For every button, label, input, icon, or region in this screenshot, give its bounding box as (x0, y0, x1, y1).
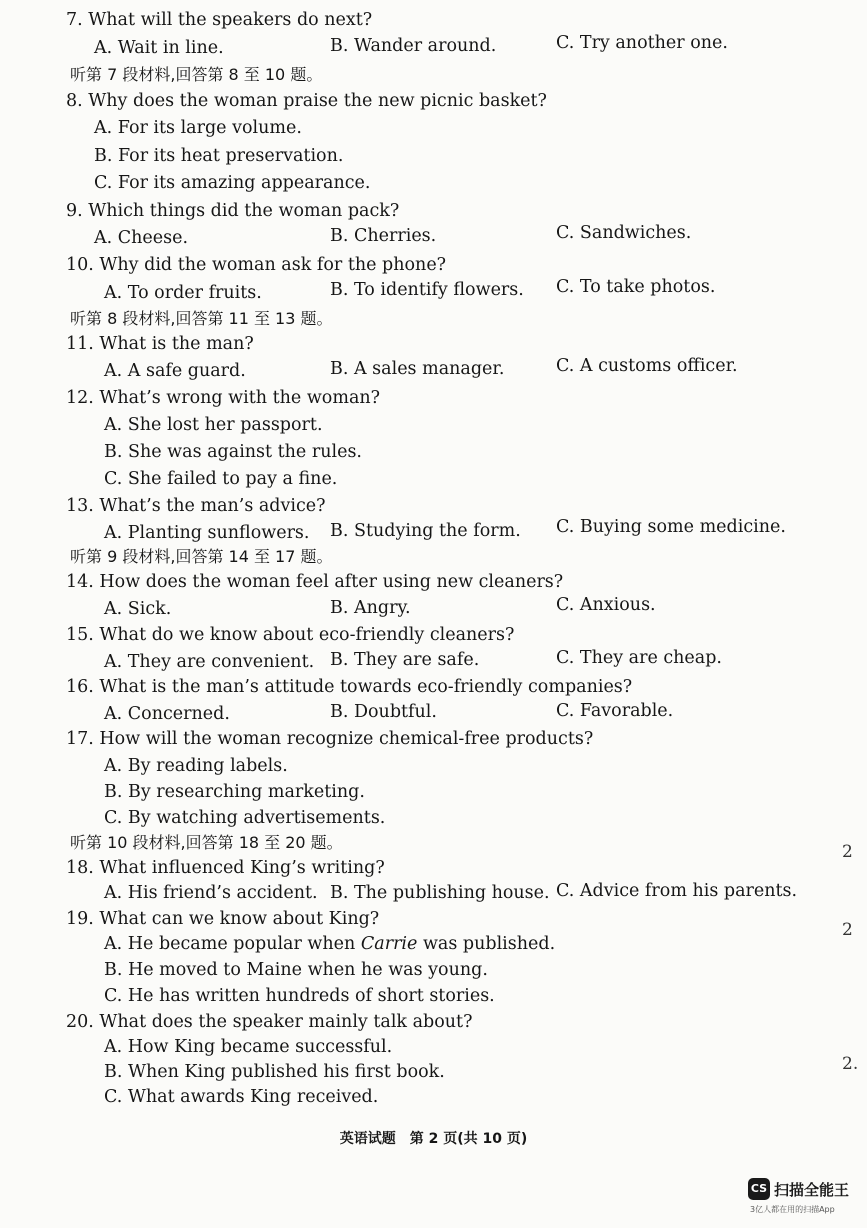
q11-option-b: B. A sales manager. (330, 359, 505, 379)
q12-option-c: C. She failed to pay a fine. (104, 469, 338, 489)
q9-option-b: B. Cherries. (330, 226, 437, 246)
q11-option-c: C. A customs officer. (556, 356, 738, 376)
q18-option-a: A. His friend’s accident. (104, 883, 318, 903)
edge-mark-3: 2. (842, 1054, 859, 1074)
question-13: 13. What’s the man’s advice? (66, 496, 326, 516)
q13-option-c: C. Buying some medicine. (556, 517, 786, 537)
q17-option-c: C. By watching advertisements. (104, 808, 386, 828)
question-16: 16. What is the man’s attitude towards eco-friendly companies? (66, 677, 633, 697)
page-footer: 英语试题 第 2 页(共 10 页) (339, 1131, 528, 1147)
question-10: 10. Why did the woman ask for the phone? (66, 255, 447, 275)
question-15: 15. What do we know about eco-friendly cleaners? (66, 625, 515, 645)
q10-option-c: C. To take photos. (556, 277, 716, 297)
q9-option-a: A. Cheese. (94, 228, 189, 248)
question-17: 17. How will the woman recognize chemical-free products? (66, 729, 594, 749)
q15-option-c: C. They are cheap. (556, 648, 722, 668)
q17-option-b: B. By researching marketing. (104, 782, 365, 802)
q16-option-c: C. Favorable. (556, 701, 674, 721)
q14-option-b: B. Angry. (330, 598, 411, 618)
q13-option-a: A. Planting sunflowers. (104, 523, 310, 543)
q8-option-a: A. For its large volume. (94, 118, 302, 138)
q8-option-c: C. For its amazing appearance. (94, 173, 371, 193)
section-heading-8: 听第 8 段材料,回答第 11 至 13 题。 (70, 309, 333, 328)
section-heading-10: 听第 10 段材料,回答第 18 至 20 题。 (70, 833, 343, 852)
question-9: 9. Which things did the woman pack? (66, 201, 400, 221)
question-12: 12. What’s wrong with the woman? (66, 388, 381, 408)
question-7: 7. What will the speakers do next? (66, 10, 373, 30)
edge-mark-1: 2 (842, 842, 853, 862)
q9-option-c: C. Sandwiches. (556, 223, 692, 243)
q15-option-b: B. They are safe. (330, 650, 480, 670)
edge-mark-2: 2 (842, 920, 853, 940)
q7-option-a: A. Wait in line. (94, 38, 224, 58)
q16-option-a: A. Concerned. (104, 704, 230, 724)
question-20: 20. What does the speaker mainly talk about? (66, 1012, 473, 1032)
question-18: 18. What influenced King’s writing? (66, 858, 385, 878)
q17-option-a: A. By reading labels. (104, 756, 288, 776)
q10-option-b: B. To identify flowers. (330, 280, 524, 300)
q8-option-b: B. For its heat preservation. (94, 146, 344, 166)
q13-option-b: B. Studying the form. (330, 521, 521, 541)
q20-option-a: A. How King became successful. (104, 1037, 393, 1057)
q11-option-a: A. A safe guard. (104, 361, 246, 381)
q19-option-c: C. He has written hundreds of short stories. (104, 986, 495, 1006)
q12-option-b: B. She was against the rules. (104, 442, 362, 462)
q7-option-c: C. Try another one. (556, 33, 728, 53)
q7-option-b: B. Wander around. (330, 36, 497, 56)
camscanner-logo-icon: CS (748, 1178, 770, 1200)
q19-option-b: B. He moved to Maine when he was young. (104, 960, 488, 980)
question-8: 8. Why does the woman praise the new picnic basket? (66, 91, 547, 111)
q10-option-a: A. To order fruits. (104, 283, 262, 303)
q20-option-b: B. When King published his first book. (104, 1062, 445, 1082)
question-14: 14. How does the woman feel after using new cleaners? (66, 572, 564, 592)
q12-option-a: A. She lost her passport. (104, 415, 323, 435)
q19-option-a: A. He became popular when Carrie was published. (104, 934, 556, 954)
q20-option-c: C. What awards King received. (104, 1087, 379, 1107)
camscanner-name: 扫描全能王 (774, 1181, 850, 1199)
question-19: 19. What can we know about King? (66, 909, 380, 929)
q15-option-a: A. They are convenient. (104, 652, 315, 672)
book-title-carrie: Carrie (360, 934, 418, 954)
section-heading-7: 听第 7 段材料,回答第 8 至 10 题。 (70, 65, 323, 84)
q16-option-b: B. Doubtful. (330, 702, 437, 722)
q18-option-c: C. Advice from his parents. (556, 881, 798, 901)
section-heading-9: 听第 9 段材料,回答第 14 至 17 题。 (70, 547, 333, 566)
question-11: 11. What is the man? (66, 334, 254, 354)
camscanner-watermark (748, 1178, 860, 1218)
q14-option-c: C. Anxious. (556, 595, 656, 615)
camscanner-tagline: 3亿人都在用的扫描App (750, 1205, 835, 1214)
q18-option-b: B. The publishing house. (330, 883, 550, 903)
q14-option-a: A. Sick. (104, 599, 172, 619)
